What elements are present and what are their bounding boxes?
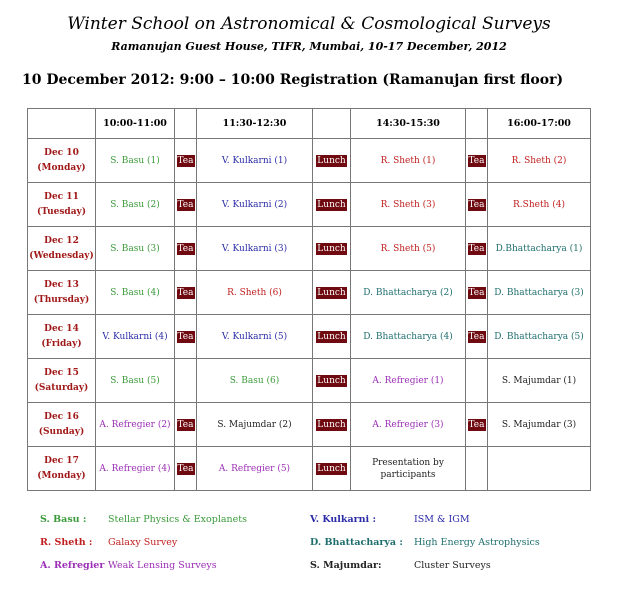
break-cell [313,315,351,359]
legend-name: S. Basu : [40,514,87,525]
break-cell [313,227,351,271]
date-label: Dec 15 [44,367,79,378]
lunch-badge: Lunch [317,199,346,210]
legend-name: S. Majumdar: [310,560,382,571]
break-cell [313,183,351,227]
legend-desc: ISM & IGM [414,514,470,525]
legend-name: R. Sheth : [40,537,93,548]
tea-badge: Tea [177,419,194,430]
weekday-label: (Monday) [37,470,86,481]
tea-badge: Tea [468,199,485,210]
table-row [28,183,591,227]
session-cell: S. Majumdar (1) [488,359,591,403]
session-cell: D. Bhattacharya (4) [351,315,466,359]
legend-desc: High Energy Astrophysics [414,537,540,548]
session-cell: R. Sheth (3) [351,183,466,227]
weekday-label: (Friday) [41,338,82,349]
session-cell: V. Kulkarni (4) [96,315,175,359]
weekday-label: (Monday) [37,162,86,173]
lunch-badge: Lunch [317,331,346,342]
header-cell [466,109,488,139]
session-cell: R. Sheth (6) [197,271,313,315]
tea-badge: Tea [468,155,485,166]
break-cell [175,139,197,183]
registration-note: 10 December 2012: 9:00 – 10:00 Registration (Ramanujan first floor) [22,72,564,88]
weekday-label: (Tuesday) [36,206,87,217]
weekday-label: (Thursday) [33,294,90,305]
day-cell [28,359,96,403]
table-row [28,447,591,491]
session-cell: Presentation by participants [351,447,466,491]
header-cell: 11:30-12:30 [197,109,313,139]
session-cell: D. Bhattacharya (3) [488,271,591,315]
header-cell [313,109,351,139]
session-cell: S. Basu (3) [96,227,175,271]
tea-badge: Tea [468,419,485,430]
break-cell [313,139,351,183]
session-cell [488,447,591,491]
legend-name: D. Bhattacharya : [310,537,403,548]
page-subtitle: Ramanujan Guest House, TIFR, Mumbai, 10-17 December, 2012 [111,40,507,53]
lunch-badge: Lunch [317,463,346,474]
session-cell: D.Bhattacharya (1) [488,227,591,271]
break-cell [175,271,197,315]
date-label: Dec 12 [44,235,79,246]
break-cell [466,315,488,359]
session-cell: S. Basu (1) [96,139,175,183]
break-cell [313,359,351,403]
date-label: Dec 14 [44,323,79,334]
session-cell: S. Majumdar (3) [488,403,591,447]
session-cell: A. Refregier (4) [96,447,175,491]
break-cell [466,227,488,271]
day-cell [28,403,96,447]
session-cell: S. Majumdar (2) [197,403,313,447]
session-cell: V. Kulkarni (2) [197,183,313,227]
header-cell [175,109,197,139]
break-cell [313,447,351,491]
session-cell: R. Sheth (5) [351,227,466,271]
table-row [28,139,591,183]
day-cell [28,271,96,315]
date-label: Dec 13 [44,279,79,290]
break-cell [175,183,197,227]
header-cell: 10:00-11:00 [96,109,175,139]
session-cell: V. Kulkarni (3) [197,227,313,271]
break-cell [466,447,488,491]
table-header-row [28,109,591,139]
header-cell: 16:00-17:00 [488,109,591,139]
lunch-badge: Lunch [317,155,346,166]
table-row [28,359,591,403]
break-cell [175,315,197,359]
header-cell [28,109,96,139]
session-cell: S. Basu (2) [96,183,175,227]
tea-badge: Tea [468,287,485,298]
session-cell: D. Bhattacharya (5) [488,315,591,359]
session-cell: R. Sheth (2) [488,139,591,183]
break-cell [466,271,488,315]
tea-badge: Tea [177,463,194,474]
session-cell: V. Kulkarni (1) [197,139,313,183]
tea-badge: Tea [177,199,194,210]
session-cell: R. Sheth (1) [351,139,466,183]
break-cell [313,271,351,315]
break-cell [175,403,197,447]
break-cell [466,403,488,447]
legend-desc: Galaxy Survey [108,537,178,548]
page-title: Winter School on Astronomical & Cosmological Surveys [67,14,551,34]
table-row [28,315,591,359]
session-cell: A. Refregier (3) [351,403,466,447]
tea-badge: Tea [468,243,485,254]
session-cell: S. Basu (5) [96,359,175,403]
legend-name: V. Kulkarni : [310,514,376,525]
date-label: Dec 10 [44,147,79,158]
session-cell: V. Kulkarni (5) [197,315,313,359]
tea-badge: Tea [468,331,485,342]
day-cell [28,315,96,359]
date-label: Dec 11 [44,191,79,202]
tea-badge: Tea [177,155,194,166]
weekday-label: (Wednesday) [29,250,94,261]
table-row [28,227,591,271]
legend-desc: Weak Lensing Surveys [108,560,217,571]
tea-badge: Tea [177,287,194,298]
legend-desc: Cluster Surveys [414,560,491,571]
header-cell: 14:30-15:30 [351,109,466,139]
session-cell: D. Bhattacharya (2) [351,271,466,315]
session-cell: S. Basu (6) [197,359,313,403]
date-label: Dec 17 [44,455,79,466]
day-cell [28,447,96,491]
day-cell [28,227,96,271]
lunch-badge: Lunch [317,419,346,430]
weekday-label: (Sunday) [38,426,85,437]
day-cell [28,139,96,183]
session-cell: R.Sheth (4) [488,183,591,227]
session-cell: S. Basu (4) [96,271,175,315]
session-cell: A. Refregier (2) [96,403,175,447]
table-row [28,271,591,315]
session-cell: A. Refregier (5) [197,447,313,491]
break-cell [175,359,197,403]
legend-name: A. Refregier [40,560,105,571]
lunch-badge: Lunch [317,287,346,298]
break-cell [175,447,197,491]
lunch-badge: Lunch [317,243,346,254]
break-cell [313,403,351,447]
tea-badge: Tea [177,331,194,342]
schedule-table [27,108,591,491]
table-row [28,403,591,447]
break-cell [466,359,488,403]
lunch-badge: Lunch [317,375,346,386]
break-cell [175,227,197,271]
date-label: Dec 16 [44,411,79,422]
session-cell: A. Refregier (1) [351,359,466,403]
legend-desc: Stellar Physics & Exoplanets [108,514,247,525]
break-cell [466,183,488,227]
tea-badge: Tea [177,243,194,254]
day-cell [28,183,96,227]
weekday-label: (Saturday) [34,382,89,393]
break-cell [466,139,488,183]
